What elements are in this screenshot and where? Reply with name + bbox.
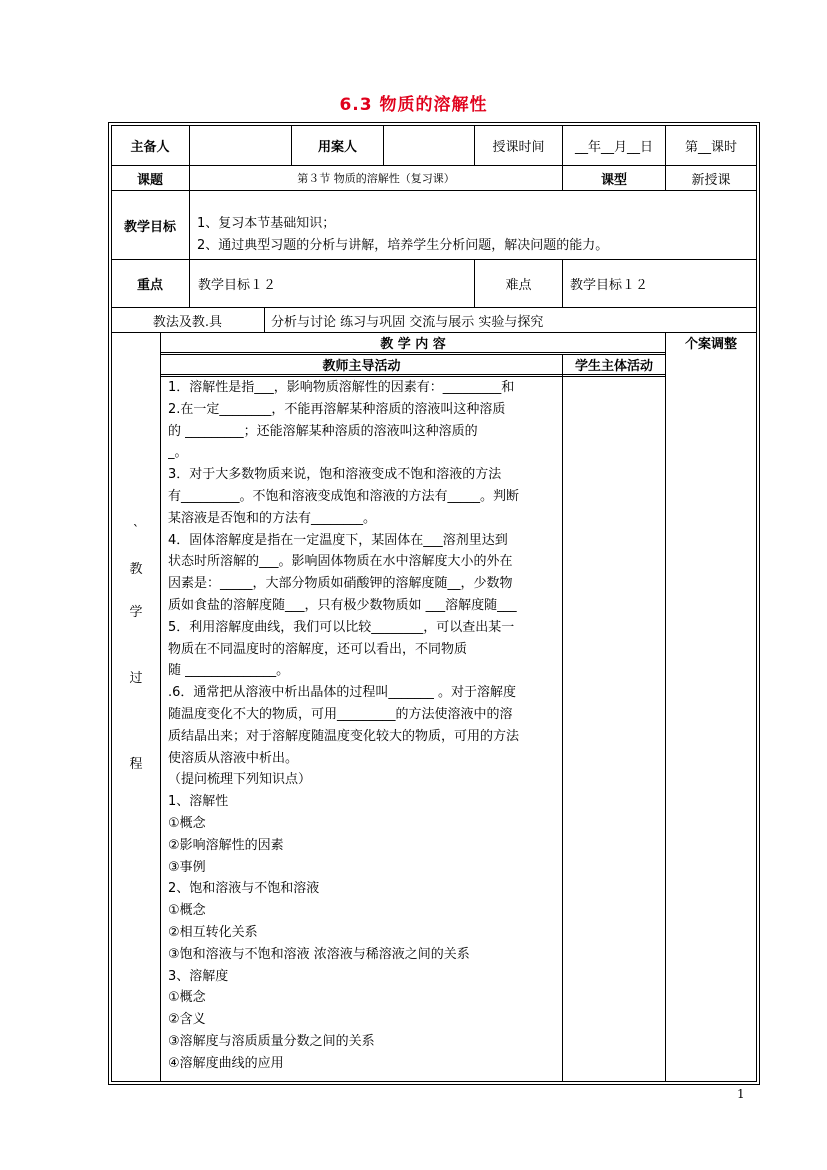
content-line: ①概念 — [168, 990, 206, 1006]
content-line: 使溶质从溶液中析出。 — [168, 750, 299, 766]
key-point-label: 重点 — [136, 278, 163, 293]
user-field[interactable] — [384, 126, 474, 165]
process-side-char-4: 程 — [129, 757, 143, 772]
preparer-field[interactable] — [190, 126, 291, 165]
content-line: 某溶液是否饱和的方法有________。 — [168, 510, 377, 526]
col-line-m1 — [264, 307, 265, 332]
frame-left — [108, 122, 109, 1085]
process-side-char-0: ` — [132, 524, 140, 539]
content-line: ④溶解度曲线的应用 — [168, 1055, 284, 1071]
difficulty-label: 难点 — [505, 278, 532, 293]
col-line-p2 — [562, 354, 563, 1081]
time-label: 授课时间 — [492, 140, 545, 155]
goal-line-2: 2、通过典型习题的分析与讲解，培养学生分析问题，解决问题的能力。 — [197, 238, 609, 253]
content-line: _。 — [168, 445, 188, 461]
difficulty-value: 教学目标１２ — [570, 278, 649, 293]
student-activity-header: 学生主体活动 — [574, 359, 653, 374]
content-line: ③事例 — [168, 859, 206, 875]
methods-value: 分析与讨论 练习与巩固 交流与展示 实验与探究 — [271, 314, 544, 330]
content-line: 随温度变化不大的物质，可用_________的方法使溶液中的溶 — [168, 706, 513, 722]
process-side-char-3: 过 — [129, 671, 143, 686]
content-line: .6．通常把从溶液中析出晶体的过程叫_______ 。对于溶解度 — [168, 685, 517, 701]
frame-right — [759, 122, 760, 1085]
content-line: ①概念 — [168, 903, 206, 919]
content-line: 质如食盐的溶解度随___，只有极少数物质如 ___溶解度随___ — [168, 597, 517, 613]
content-line: 因素是：_____，大部分物质如硝酸钾的溶解度随__，少数物 — [168, 576, 513, 592]
frame-bottom — [108, 1084, 760, 1085]
col-line-g1 — [189, 190, 190, 259]
content-line: ①概念 — [168, 815, 206, 831]
row-line-6 — [160, 352, 666, 353]
period-field[interactable]: 第__课时 — [684, 140, 737, 155]
teacher-activity-content — [168, 377, 562, 1075]
content-line: 5．利用溶解度曲线，我们可以比较________，可以查出某一 — [168, 619, 515, 635]
content-line: （提问梳理下列知识点） — [168, 772, 312, 788]
content-line: 2.在一定________，不能再溶解某种溶质的溶液叫这种溶质 — [168, 401, 506, 417]
topic-label: 课题 — [136, 172, 163, 188]
topic-value: 第３节 物质的溶解性（复习课） — [297, 172, 455, 185]
content-line: 物质在不同温度时的溶解度，还可以看出，不同物质 — [168, 641, 468, 657]
goal-line-1: 1、复习本节基础知识； — [197, 216, 336, 231]
row-line-8 — [160, 374, 666, 375]
content-line: ②含义 — [168, 1012, 206, 1028]
content-line: 3．对于大多数物质来说，饱和溶液变成不饱和溶液的方法 — [168, 467, 502, 483]
content-line: 1、溶解性 — [168, 794, 229, 810]
page-title: 6.3 物质的溶解性 — [339, 95, 488, 115]
content-line: 4．固体溶解度是指在一定温度下，某固体在___溶剂里达到 — [168, 532, 508, 548]
lesson-type-label: 课型 — [600, 172, 627, 188]
frame-right-inner — [756, 125, 757, 1082]
key-point-value: 教学目标１２ — [198, 278, 277, 293]
date-field[interactable]: __年__月__日 — [574, 140, 653, 155]
lesson-type-value: 新授课 — [691, 172, 731, 188]
teacher-activity-header: 教师主导活动 — [322, 359, 401, 374]
content-line: 的 _________；还能溶解某种溶质的溶液叫这种溶质的 — [168, 423, 478, 439]
content-line: ③饱和溶液与不饱和溶液 浓溶液与稀溶液之间的关系 — [168, 946, 470, 962]
process-side-char-1: 教 — [129, 562, 143, 577]
content-header: 教 学 内 容 — [380, 337, 446, 352]
frame-bottom-inner — [111, 1081, 757, 1082]
content-line: 状态时所溶解的___。影响固体物质在水中溶解度大小的外在 — [168, 554, 513, 570]
preparer-label: 主备人 — [130, 140, 170, 155]
row-line-2 — [111, 190, 757, 191]
user-label: 用案人 — [317, 140, 357, 155]
page-number: 1 — [737, 1087, 745, 1101]
content-line: ②影响溶解性的因素 — [168, 837, 284, 853]
content-line: 随 ______________。 — [168, 663, 290, 679]
process-side-char-2: 学 — [129, 605, 143, 620]
col-line-p1 — [160, 332, 161, 1081]
content-line: 质结晶出来；对于溶解度随温度变化较大的物质，可用的方法 — [168, 728, 520, 744]
methods-label: 教法及教.具 — [152, 314, 223, 330]
frame-top — [108, 122, 760, 123]
goals-label: 教学目标 — [123, 219, 176, 235]
content-line: ②相互转化关系 — [168, 924, 258, 940]
col-line-p3 — [665, 332, 666, 1081]
content-line: 2、饱和溶液与不饱和溶液 — [168, 881, 320, 897]
adjust-header: 个案调整 — [684, 337, 737, 352]
col-line-f3 — [562, 259, 563, 307]
content-line: 有_________。不饱和溶液变成饱和溶液的方法有_____。判断 — [168, 488, 520, 504]
goals-text — [197, 213, 608, 257]
content-line: 3、溶解度 — [168, 968, 229, 984]
content-line: ③溶解度与溶质质量分数之间的关系 — [168, 1033, 375, 1049]
col-line-f1 — [189, 259, 190, 307]
content-line: 1．溶解性是指___，影响物质溶解性的因素有：_________和 — [168, 380, 515, 395]
